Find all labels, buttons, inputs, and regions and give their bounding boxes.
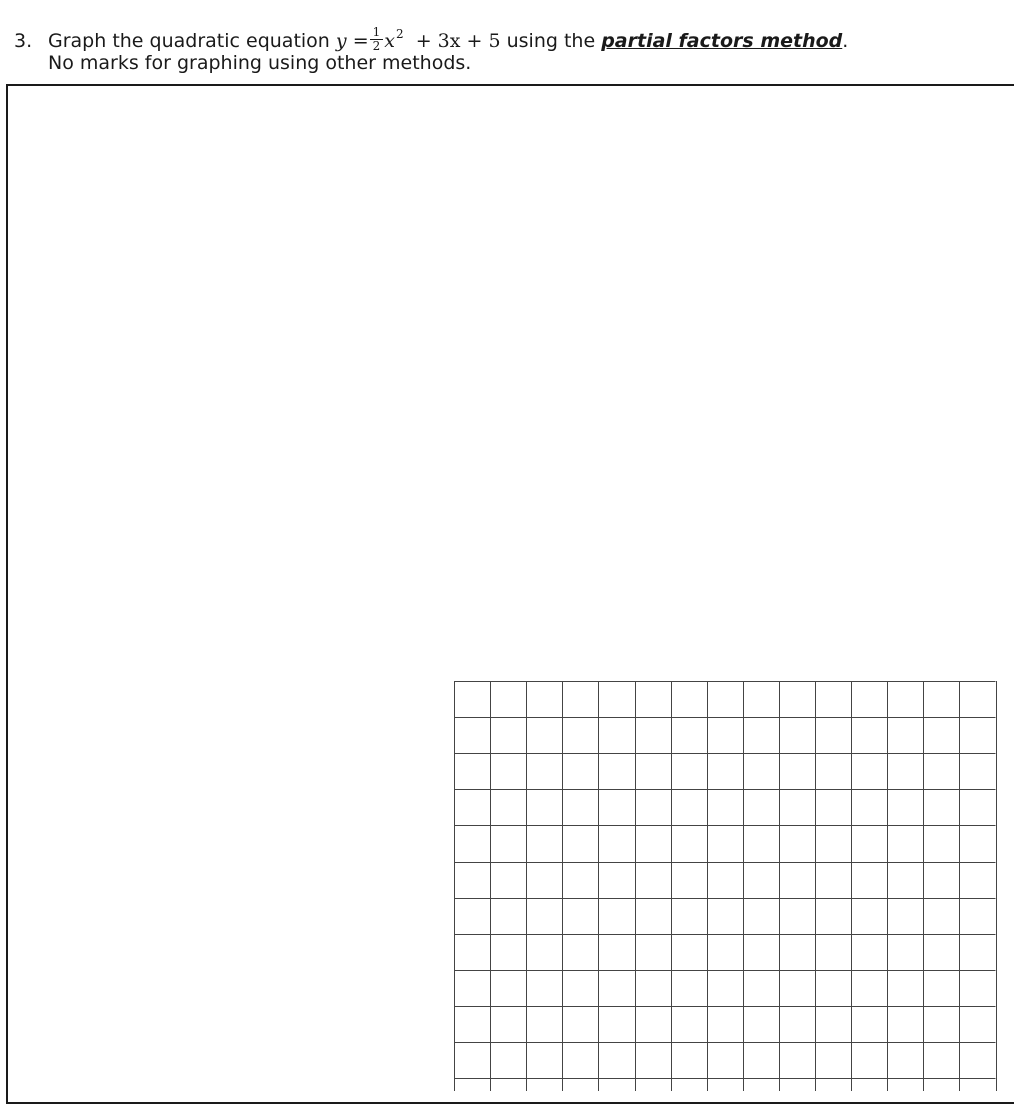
equation-term2: + 3x + 5 bbox=[415, 30, 501, 52]
question-text-before: Graph the quadratic equation bbox=[48, 30, 330, 52]
graph-grid[interactable] bbox=[454, 681, 999, 1091]
equation-equals: = bbox=[352, 30, 369, 52]
question-number: 3. bbox=[14, 30, 33, 52]
question-text-middle: using the bbox=[506, 30, 596, 52]
equation-exponent: 2 bbox=[395, 27, 404, 41]
method-name: partial factors method bbox=[601, 30, 843, 52]
question-period: . bbox=[842, 30, 849, 52]
equation-lhs: y bbox=[335, 30, 347, 52]
equation-variable: x bbox=[384, 30, 395, 52]
question-note: No marks for graphing using other methods. bbox=[48, 52, 472, 74]
fraction-denominator: 2 bbox=[372, 39, 381, 53]
fraction-numerator: 1 bbox=[370, 26, 384, 40]
